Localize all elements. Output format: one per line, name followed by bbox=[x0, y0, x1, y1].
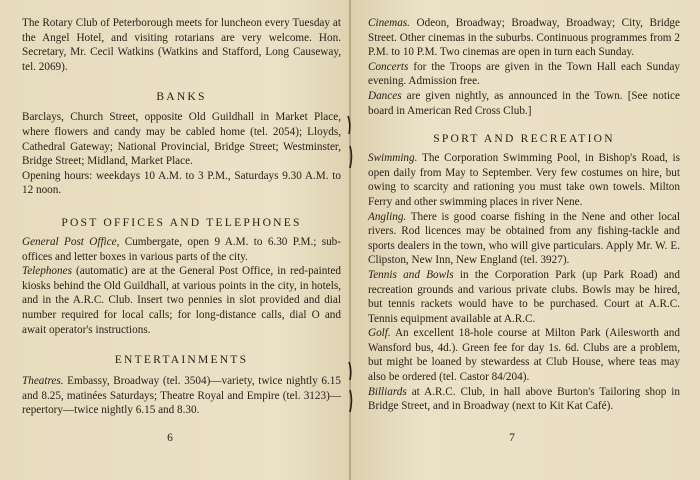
entertainments-heading: ENTERTAINMENTS bbox=[114, 353, 249, 367]
left-page bbox=[0, 0, 349, 480]
concerts-label: Concerts bbox=[368, 60, 409, 73]
swimming-text: The Corporation Swimming Pool, in Bishop's Road, is open daily from May to September. Very few costumes on hire, but owing to scarcity and rationing you must take own towels. Milton Ferry and other swimming places in river Nene. bbox=[368, 152, 680, 208]
angling-text: There is good coarse fishing in the Nene and other local rivers. Rod licences may be obtained from any fishing-tackle and sports dealers in the town, who will give particulars. Apply Mr. W. E. Clipston, New Inn, New England (tel. 3927). bbox=[368, 210, 680, 267]
binding-stitch-mark-lower bbox=[344, 360, 358, 414]
tennis-label: Tennis and Bowls bbox=[368, 268, 454, 281]
rotary-paragraph: The Rotary Club of Peterborough meets for luncheon every Tuesday at the Angel Hotel, and visiting rotarians are very welcome. Hon. Secretary, Mr. Cecil Watkins (Watkins and Stafford, Long Causeway, tel. 2069). bbox=[22, 17, 341, 73]
cinemas-text: Odeon, Broadway; Broadway, Broadway; City, Bridge Street. Other cinemas in the suburbs. Continuous programmes from 2 P.M. to 10 P.M. Two cinemas are open in turn each Sunday. bbox=[368, 17, 680, 59]
golf-label: Golf. bbox=[368, 327, 391, 340]
dances-paragraph bbox=[368, 89, 680, 118]
gpo-text: Cumbergate, open 9 A.M. to 6.30 P.M.; sub-offices and letter boxes in various parts of the city. bbox=[22, 235, 341, 263]
angling-paragraph bbox=[368, 210, 680, 268]
dances-text: are given nightly, as announced in the Town. [See notice board in American Red Cross Club.] bbox=[368, 89, 680, 117]
swimming-label: Swimming. bbox=[368, 152, 418, 165]
dances-label: Dances bbox=[368, 89, 402, 102]
gpo-label: General Post Office, bbox=[22, 235, 120, 248]
page-number-left: 6 bbox=[167, 432, 173, 444]
banks-paragraph: Barclays, Church Street, opposite Old Guildhall in Market Place, where flowers and candy may be cabled home (tel. 2054); Lloyds, Cathedral Gateway; National Provincial, Bridge Street; Westminster, Bridge Street; Midland, Market Place. bbox=[22, 111, 341, 168]
tennis-paragraph bbox=[368, 268, 680, 326]
cinemas-label: Cinemas. bbox=[368, 17, 410, 29]
golf-paragraph bbox=[368, 326, 680, 384]
concerts-text: for the Troops are given in the Town Hall each Sunday evening. Admission free. bbox=[368, 60, 680, 88]
tennis-text: in the Corporation Park (up Park Road) and recreation grounds and various private clubs. Bowls may be hired, but tennis rackets would have to be purchased. Court at A.R.C. Tennis equipment available at A.R.C. bbox=[368, 268, 680, 325]
page-number-right: 7 bbox=[509, 432, 515, 444]
billiards-paragraph bbox=[368, 385, 680, 414]
telephones-paragraph bbox=[22, 264, 341, 337]
concerts-paragraph bbox=[368, 60, 680, 89]
telephones-text: (automatic) are at the General Post Office, in red-painted kiosks behind the Old Guildhall, at various points in the city, in hotels, and in the A.R.C. Club. Insert two pennies in slot provided and dial number required for local calls; for long-distance calls, dial O and await operator's instructions. bbox=[22, 265, 341, 336]
telephones-label: Telephones bbox=[22, 265, 72, 278]
theatres-text: Embassy, Broadway (tel. 3504)—variety, twice nightly 6.15 and 8.25, matinées Saturdays; Theatre Royal and Empire (tel. 3123)—repertory—twice nightly 6.15 and 8.30. bbox=[22, 375, 341, 417]
right-page bbox=[351, 0, 700, 480]
angling-label: Angling. bbox=[368, 210, 407, 223]
post-offices-heading: POST OFFICES AND TELEPHONES bbox=[61, 215, 302, 229]
sport-heading: SPORT AND RECREATION bbox=[433, 132, 615, 146]
theatres-label: Theatres. bbox=[22, 375, 64, 388]
golf-text: An excellent 18-hole course at Milton Park (Ailesworth and Wansford bus, 4d.). Green fee for day 1s. 6d. Clubs are a problem, but might be loaned by stewardess at Club House, where teas may also be ordered (tel. Castor 84/204). bbox=[368, 327, 680, 384]
binding-stitch-mark-upper bbox=[344, 112, 358, 172]
theatres-paragraph bbox=[22, 374, 341, 418]
gpo-paragraph bbox=[22, 235, 341, 264]
banks-hours-paragraph: Opening hours: weekdays 10 A.M. to 3 P.M., Saturdays 9.30 A.M. to 12 noon. bbox=[22, 169, 341, 197]
cinemas-paragraph bbox=[368, 16, 680, 60]
swimming-paragraph bbox=[368, 151, 680, 209]
billiards-label: Billiards bbox=[368, 385, 407, 398]
banks-heading: BANKS bbox=[156, 90, 207, 104]
billiards-text: at A.R.C. Club, in hall above Burton's Tailoring shop in Bridge Street, and in Broadway (next to Kit Kat Café). bbox=[368, 385, 680, 413]
